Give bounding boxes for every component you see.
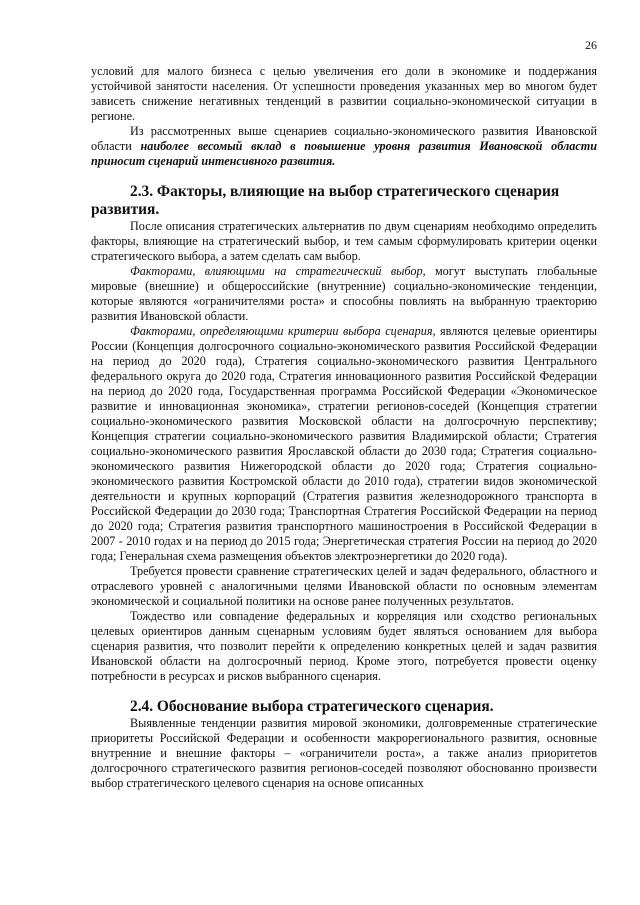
paragraph-text: могут выступать глобальные мировые (внешние) и общероссийские (внутренние) социально-экономические тенденции, которые являются «ограничителями роста» и способны повлиять на выбранную траекторию развития Ивановской области. — [91, 264, 598, 323]
section-heading-2-3: 2.3. Факторы, влияющие на выбор стратегического сценария развития. — [91, 183, 560, 218]
paragraph-text: Из рассмотренных выше сценариев социально-экономического развития Ивановской области — [91, 124, 597, 153]
paragraph-trends: Выявленные тенденции развития мировой экономики, долговременные стратегические приоритеты Российской Федерации и особенности макрорегионального развития, основные внутренние и внешние факторы – «ограничители роста», а также анализ приоритетов долгосрочного стратегического развития регионов-соседей позволяют обоснованно произвести выбор стратегического целевого сценария на основе описанных — [91, 716, 597, 790]
paragraph-criteria-factors — [91, 324, 597, 564]
paragraph-strategic-alternatives: После описания стратегических альтернатив по двум сценариям необходимо определить факторы, влияющие на стратегический выбор, и тем самым сформулировать критерии оценки стратегического выбора, а затем сделать сам выбор. — [91, 219, 597, 263]
page-number: 26 — [585, 38, 597, 52]
section-heading-2-4: 2.4. Обоснование выбора стратегического сценария. — [130, 698, 494, 715]
paragraph-identity: Тождество или совпадение федеральных и корреляция или сходство региональных целевых ориентиров данным сценарным условиям будет являться основанием для выбора сценария развития, что позволит перейти к определению конкретных целей и задач развития Ивановской области на долгосрочный период. Кроме этого, потребуется провести оценку потребности в ресурсах и рисков выбранного сценария. — [91, 609, 597, 683]
paragraph-continuation: условий для малого бизнеса с целью увеличения его доли в экономике и поддержания устойчивой занятости населения. От успешности проведения указанных мер во многом будет зависеть снижение негативных тенденций в развитии социально-экономической ситуации в регионе. — [91, 64, 597, 123]
paragraph-scenario-conclusion — [91, 124, 597, 169]
emphasized-conclusion: наиболее весомый вклад в повышение уровня развития Ивановской области приносит сценарий интенсивного развития. — [91, 139, 597, 168]
paragraph-text: являются целевые ориентиры России (Концепция долгосрочного социально-экономического развития Российской Федерации на период до 2020 года), Стратегия социально-экономического развития Центрального федерального округа до 2020 года, Стратегия инновационного развития Российской Федерации на период до 2020 года, Государственная программа Российской Федерации «Экономическое развитие и инновационная экономика», стратегии регионов-соседей (Концепция стратегии социально-экономического развития Московской области на долгосрочную перспективу; Концепция стратегии социально-экономического развития Владимирской области; Стратегия социально-экономического развития Ярославской области до 2030 года; Стратегия социально-экономического развития Нижегородской области до 2020 года; Стратегия социально-экономического развития Костромской области до 2010 года), стратегии видов экономической деятельности и крупных корпораций (Стратегия развития железнодорожного транспорта в Российской Федерации до 2030 года; Транспортная Стратегия Российской Федерации на период до 2020 года; Стратегия развития транспортного машиностроения в Российской Федерации в 2007 - 2010 годах и на период до 2015 года; Энергетическая стратегия России на период до 2020 года; Генеральная схема размещения объектов электроэнергетики до 2020 года). — [91, 324, 597, 563]
italic-term: Факторами, влияющими на стратегический выбор, — [130, 264, 426, 278]
page-body — [91, 64, 597, 791]
italic-term: Факторами, определяющими критерии выбора сценария, — [130, 324, 436, 338]
paragraph-comparison: Требуется провести сравнение стратегических целей и задач федерального, областного и отраслевого уровней с аналогичными целями Ивановской области по основным элементам экономической и социальной политики на основе ранее полученных результатов. — [91, 564, 597, 608]
paragraph-influencing-factors — [91, 264, 597, 324]
